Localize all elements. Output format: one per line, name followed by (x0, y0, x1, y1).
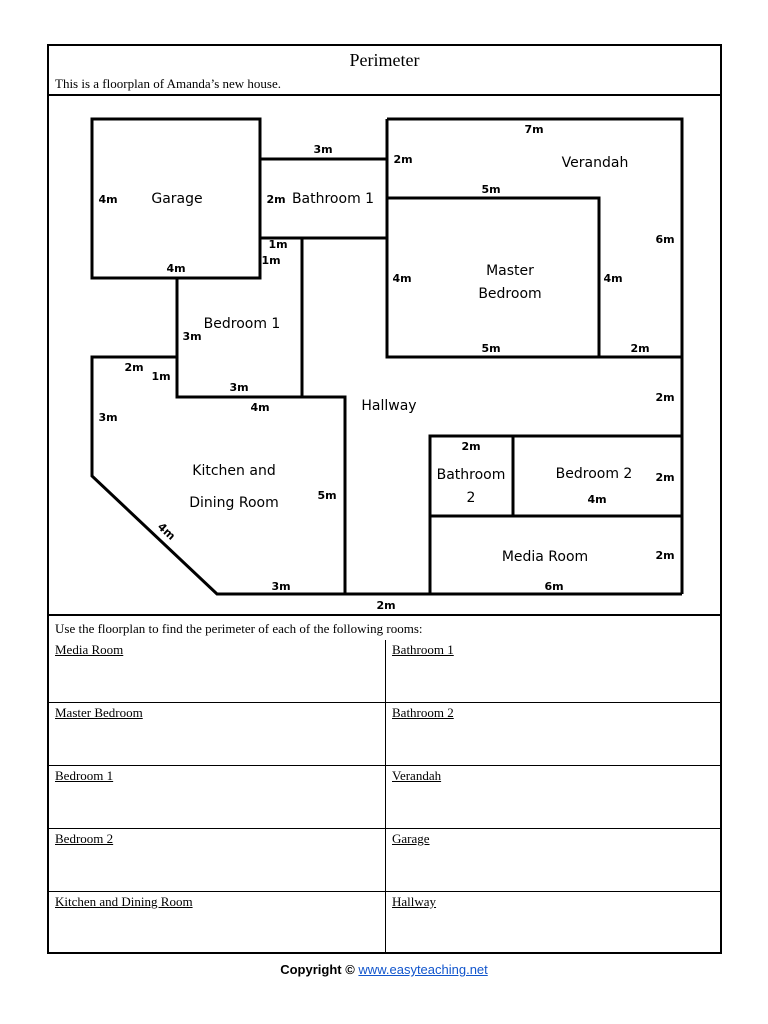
dim-verandah-bottom: 2m (630, 342, 650, 355)
page-title: Perimeter (349, 50, 420, 70)
answer-cell-bathroom-2[interactable]: Bathroom 2 (392, 705, 454, 720)
worksheet (47, 44, 722, 954)
dim-garage-left: 4m (98, 193, 118, 206)
answer-row-divider (49, 828, 720, 829)
dim-kit-left: 3m (98, 411, 118, 424)
dim-media-bottom: 6m (544, 580, 564, 593)
dim-master-bottom: 5m (481, 342, 501, 355)
dim-hall-bottom: 2m (376, 599, 396, 612)
answer-cell-bedroom-1[interactable]: Bedroom 1 (55, 768, 114, 783)
bathroom2-label-line2: 2 (466, 490, 476, 506)
master-left-bottom-wall (387, 119, 682, 357)
dim-bed1-bottom: 3m (229, 381, 249, 394)
dim-bed1-left: 3m (182, 330, 202, 343)
answer-cell-media-room[interactable]: Media Room (55, 642, 124, 657)
dim-master-left: 4m (392, 272, 412, 285)
dim-kit-bottom: 3m (271, 580, 291, 593)
instructions: Use the floorplan to find the perimeter of each of the following rooms: (55, 621, 423, 636)
dim-bath1-bottom: 1m (268, 238, 288, 251)
dim-kit-right: 5m (317, 489, 337, 502)
media-room-label: Media Room (501, 549, 589, 565)
bedroom2-label: Bedroom 2 (555, 466, 633, 482)
dim-bath2-top: 2m (461, 440, 481, 453)
dim-bed2-right: 2m (655, 471, 675, 484)
bathroom2-label-line1: Bathroom (436, 467, 506, 483)
dim-hall-right: 2m (655, 391, 675, 404)
dim-verandah-left: 2m (393, 153, 413, 166)
answer-cell-verandah[interactable]: Verandah (392, 768, 442, 783)
answer-cell-master-bedroom[interactable]: Master Bedroom (55, 705, 143, 720)
dim-master-right: 4m (603, 272, 623, 285)
bedroom1-label: Bedroom 1 (203, 316, 281, 332)
dim-garage-bottom: 4m (166, 262, 186, 275)
copyright-text: Copyright © (280, 962, 355, 977)
verandah-label: Verandah (561, 155, 629, 171)
dim-kit-diagonal: 4m (154, 520, 178, 543)
kitchen-label-line1: Kitchen and (192, 463, 276, 479)
floorplan (49, 46, 720, 612)
dim-kit-step: 1m (151, 370, 171, 383)
dim-media-right: 2m (655, 549, 675, 562)
dim-verandah-top: 7m (524, 123, 544, 136)
master-bedroom-label-line2: Bedroom (478, 286, 542, 302)
footer (0, 962, 768, 977)
room-labels (151, 155, 632, 565)
dim-kit-top-left: 2m (124, 361, 144, 374)
dim-bath1-left: 2m (266, 193, 286, 206)
copyright-link[interactable]: www.easyteaching.net (358, 962, 488, 977)
dim-verandah-right: 6m (655, 233, 675, 246)
answer-row-divider (49, 765, 720, 766)
dim-bath1-side: 1m (261, 254, 281, 267)
answer-grid (49, 640, 720, 954)
answer-cell-garage[interactable]: Garage (392, 831, 430, 846)
hallway-label: Hallway (361, 398, 417, 414)
bathroom1-label: Bathroom 1 (291, 191, 375, 207)
dim-verandah-inner: 5m (481, 183, 501, 196)
floorplan-divider (49, 614, 720, 616)
dim-bed2-bottom: 4m (587, 493, 607, 506)
dim-bath1-top: 3m (313, 143, 333, 156)
page-subtitle: This is a floorplan of Amanda’s new house. (55, 76, 282, 91)
answer-cell-bedroom-2[interactable]: Bedroom 2 (55, 831, 114, 846)
dim-kit-top: 4m (250, 401, 270, 414)
kitchen-label-line2: Dining Room (189, 495, 279, 511)
answer-row-divider (49, 702, 720, 703)
garage-label: Garage (151, 191, 203, 207)
answer-cell-kitchen-dining[interactable]: Kitchen and Dining Room (55, 894, 193, 909)
master-bedroom-label-line1: Master (486, 263, 534, 279)
answer-cell-hallway[interactable]: Hallway (392, 894, 437, 909)
answer-cell-bathroom-1[interactable]: Bathroom 1 (392, 642, 454, 657)
